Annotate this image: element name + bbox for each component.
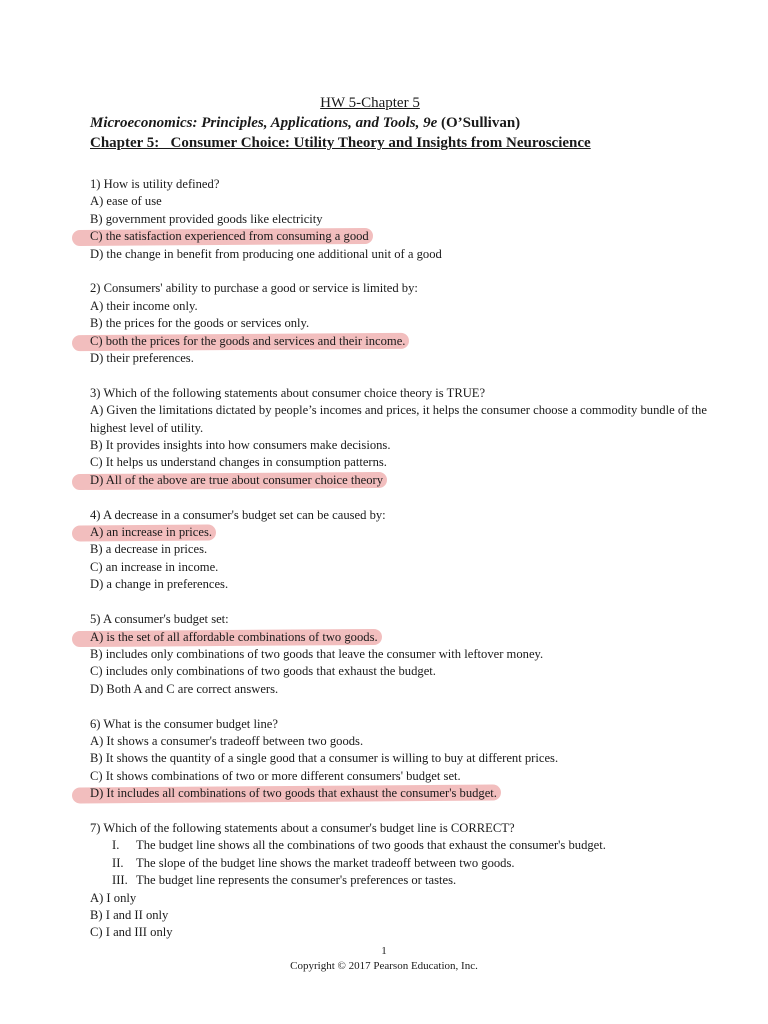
answer-option: A) ease of use — [90, 194, 162, 209]
textbook-title: Microeconomics: Principles, Applications, and Tools, 9e — [90, 115, 438, 131]
roman-statement — [90, 837, 710, 854]
document-header — [90, 93, 690, 153]
textbook-reference — [90, 113, 690, 133]
question-3 — [90, 385, 710, 489]
highlighted-answer: C) both the prices for the goods and services and their income. — [90, 333, 405, 350]
highlighted-answer: D) All of the above are true about consumer choice theory — [90, 472, 383, 489]
answer-option: A) I only — [90, 890, 137, 905]
answer-option: A) It shows a consumer's tradeoff between two goods. — [90, 733, 364, 748]
answer-option: C) an increase in income. — [90, 559, 219, 574]
question-stem: 2) Consumers' ability to purchase a good or service is limited by: — [90, 281, 418, 296]
answer-option: B) government provided goods like electricity — [90, 211, 323, 226]
answer-option: B) a decrease in prices. — [90, 542, 208, 557]
copyright-notice: Copyright © 2017 Pearson Education, Inc. — [290, 960, 478, 972]
homework-title: HW 5-Chapter 5 — [320, 95, 420, 111]
answer-option: A) their income only. — [90, 298, 198, 313]
answer-option: C) includes only combinations of two goods that exhaust the budget. — [90, 664, 436, 679]
answer-option: D) Both A and C are correct answers. — [90, 681, 279, 696]
question-4 — [90, 507, 710, 594]
roman-numeral: I. — [112, 838, 120, 853]
roman-numeral: III. — [112, 873, 128, 888]
highlighted-answer: A) an increase in prices. — [90, 524, 212, 541]
question-list — [90, 176, 710, 959]
question-stem: 3) Which of the following statements about consumer choice theory is TRUE? — [90, 385, 486, 400]
question-6 — [90, 716, 710, 803]
statement-text: The budget line represents the consumer's preferences or tastes. — [136, 873, 457, 888]
statement-text: The budget line shows all the combinations of two goods that exhaust the consumer's budget. — [136, 838, 606, 853]
statement-text: The slope of the budget line shows the market tradeoff between two goods. — [136, 855, 515, 870]
chapter-heading: Chapter 5: Consumer Choice: Utility Theory and Insights from Neuroscience — [90, 135, 591, 151]
answer-option: D) their preferences. — [90, 351, 194, 366]
answer-option: C) It helps us understand changes in consumption patterns. — [90, 455, 387, 470]
question-stem: 7) Which of the following statements about a consumer's budget line is CORRECT? — [90, 820, 515, 835]
answer-option: D) a change in preferences. — [90, 577, 229, 592]
answer-option: A) Given the limitations dictated by people’s incomes and prices, it helps the consumer choose a commodity bundle of the highest level of utility. — [90, 403, 707, 435]
question-stem: 4) A decrease in a consumer's budget set can be caused by: — [90, 507, 386, 522]
roman-statement — [90, 872, 710, 889]
question-7 — [90, 820, 710, 942]
roman-numeral: II. — [112, 855, 124, 870]
question-stem: 6) What is the consumer budget line? — [90, 716, 278, 731]
page-number: 1 — [381, 945, 387, 957]
answer-option: C) I and III only — [90, 925, 173, 940]
answer-option: B) I and II only — [90, 907, 169, 922]
answer-option: B) the prices for the goods or services only. — [90, 316, 310, 331]
textbook-author: (O’Sullivan) — [440, 115, 521, 131]
answer-option: B) It provides insights into how consumers make decisions. — [90, 438, 391, 453]
question-stem: 1) How is utility defined? — [90, 177, 220, 191]
page-footer — [0, 944, 768, 974]
answer-option: B) It shows the quantity of a single good that a consumer is willing to buy at different prices. — [90, 751, 559, 766]
roman-statement — [90, 855, 710, 872]
question-2 — [90, 280, 710, 367]
highlighted-answer: D) It includes all combinations of two goods that exhaust the consumer's budget. — [90, 785, 497, 802]
question-5 — [90, 611, 710, 698]
answer-option: C) It shows combinations of two or more different consumers' budget set. — [90, 768, 461, 783]
highlighted-answer: C) the satisfaction experienced from consuming a good — [90, 228, 369, 245]
question-1 — [90, 176, 710, 263]
highlighted-answer: A) is the set of all affordable combinations of two goods. — [90, 629, 378, 646]
answer-option: D) the change in benefit from producing one additional unit of a good — [90, 246, 442, 261]
question-stem: 5) A consumer's budget set: — [90, 612, 229, 627]
answer-option: B) includes only combinations of two goods that leave the consumer with leftover money. — [90, 646, 544, 661]
